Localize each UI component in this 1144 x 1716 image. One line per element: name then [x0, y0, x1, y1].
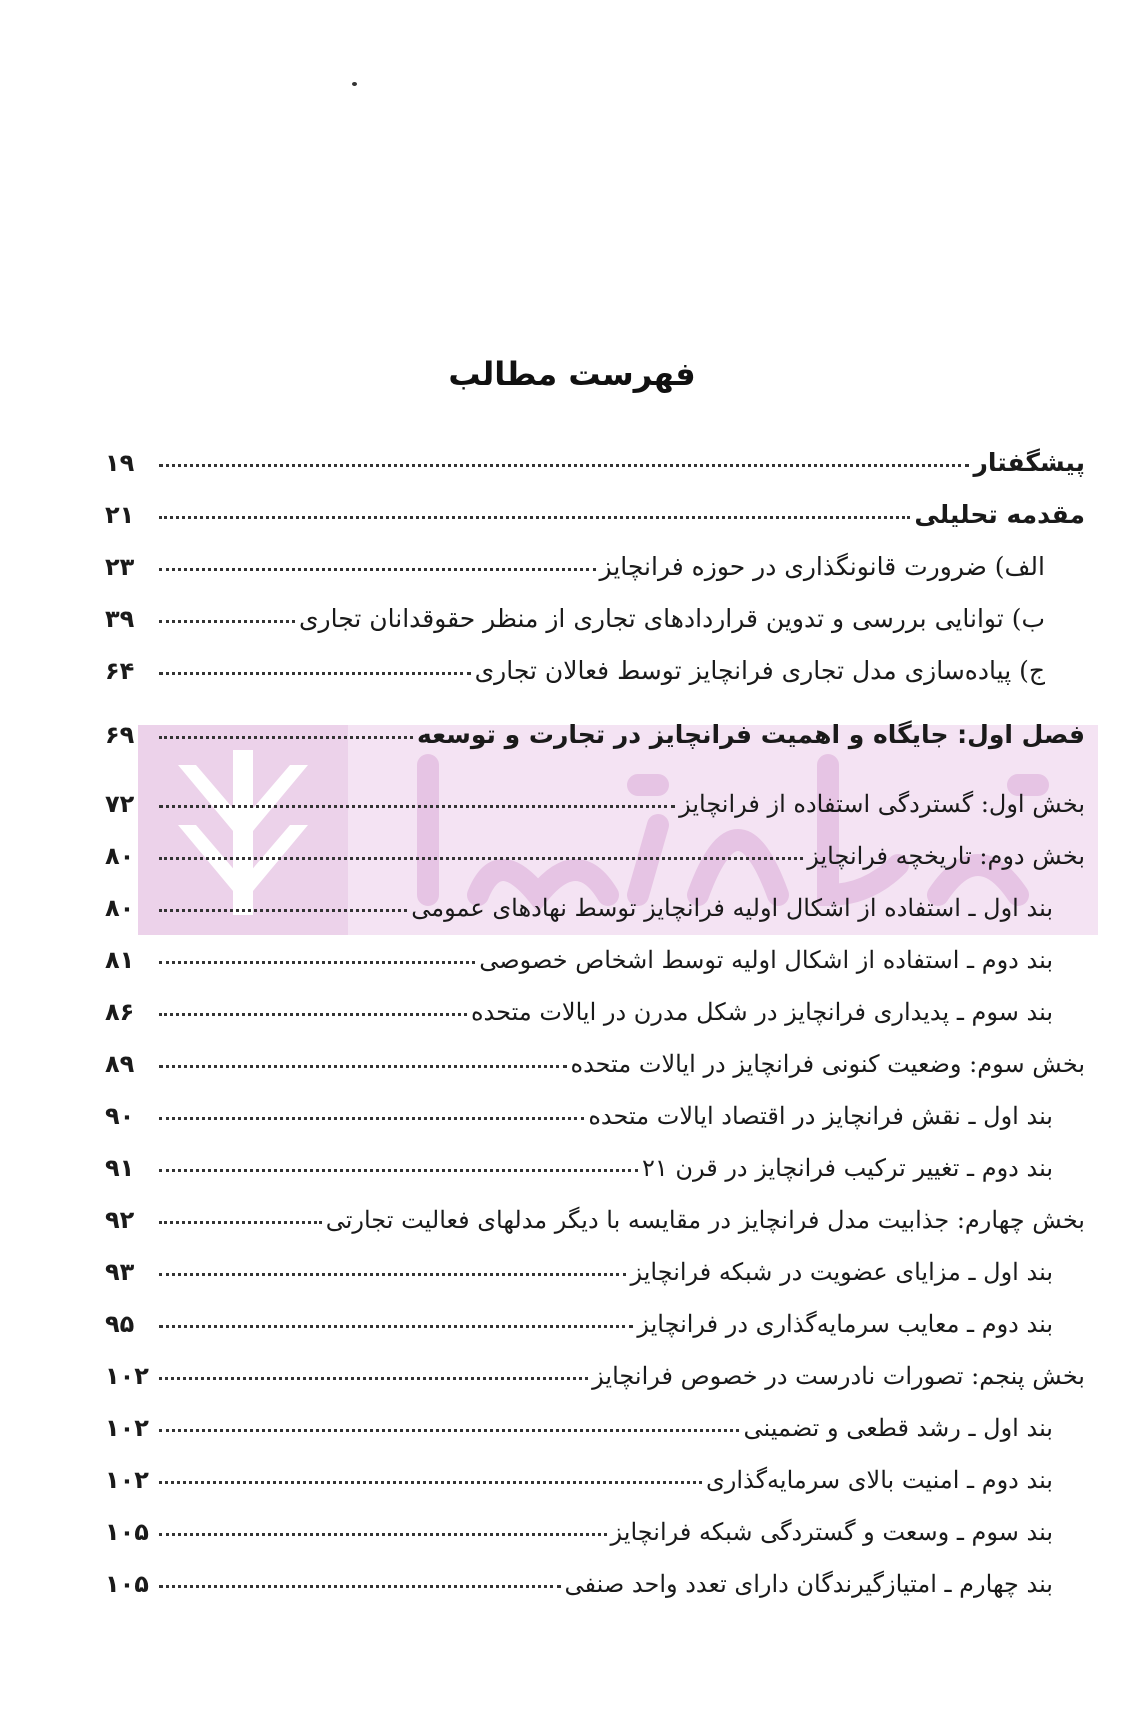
toc-entry[interactable] [105, 656, 1085, 708]
toc-entry-page: ۹۳ [105, 1258, 135, 1286]
toc-entry[interactable] [105, 998, 1085, 1050]
dot-leader [159, 672, 471, 675]
toc-entry-label: بند اول ـ رشد قطعی و تضمینی [743, 1414, 1053, 1442]
table-of-contents [105, 448, 1085, 1622]
toc-entry[interactable] [105, 1518, 1085, 1570]
toc-entry[interactable] [105, 500, 1085, 552]
toc-entry[interactable] [105, 1206, 1085, 1258]
toc-entry-page: ۹۲ [105, 1206, 135, 1234]
page-title: فهرست مطالب [448, 355, 696, 393]
toc-entry-label: الف) ضرورت قانونگذاری در حوزه فرانچایز [599, 552, 1045, 581]
toc-entry-page: ۸۰ [105, 894, 135, 922]
dot-leader [159, 1533, 607, 1536]
dot-leader [159, 1377, 588, 1380]
dot-leader [159, 1481, 702, 1484]
toc-entry-label: بند چهارم ـ امتیازگیرندگان دارای تعدد واحد صنفی [564, 1570, 1053, 1598]
toc-entry-label: بند دوم ـ امنیت بالای سرمایه‌گذاری [705, 1466, 1053, 1494]
dot-leader [159, 620, 295, 623]
toc-entry-label: بخش چهارم: جذابیت مدل فرانچایز در مقایسه با دیگر مدلهای فعالیت تجارتی [325, 1206, 1085, 1234]
dot-leader [159, 568, 596, 571]
dot-leader [159, 1169, 638, 1172]
toc-entry-page: ۶۹ [105, 721, 135, 749]
toc-entry[interactable] [105, 1362, 1085, 1414]
toc-entry-label: بند سوم ـ وسعت و گستردگی شبکه فرانچایز [610, 1518, 1053, 1546]
toc-entry-page: ۱۰۵ [105, 1518, 149, 1546]
dot-leader [159, 516, 910, 519]
toc-entry[interactable] [105, 894, 1085, 946]
dot-leader [159, 857, 803, 860]
toc-entry-label: پیشگفتار [973, 448, 1085, 477]
toc-entry-page: ۹۱ [105, 1154, 135, 1182]
dot-leader [159, 736, 413, 739]
toc-entry-label: بخش دوم: تاریخچه فرانچایز [807, 842, 1085, 870]
toc-entry-label: بند سوم ـ پدیداری فرانچایز در شکل مدرن در ایالات متحده [470, 998, 1053, 1026]
toc-entry-page: ۸۱ [105, 946, 135, 974]
dot-leader [159, 909, 407, 912]
toc-entry[interactable] [105, 448, 1085, 500]
dot-leader [159, 464, 969, 467]
toc-entry-page: ۹۰ [105, 1102, 135, 1130]
toc-entry-label: بند اول ـ استفاده از اشکال اولیه فرانچایز توسط نهادهای عمومی [411, 894, 1053, 922]
toc-entry-label: بخش اول: گستردگی استفاده از فرانچایز [679, 790, 1085, 818]
toc-entry[interactable] [105, 946, 1085, 998]
toc-entry-label: ب) توانایی بررسی و تدوین قراردادهای تجاری از منظر حقوقدانان تجاری [298, 604, 1045, 633]
toc-entry-page: ۱۰۲ [105, 1414, 149, 1442]
toc-entry-page: ۸۶ [105, 998, 135, 1026]
toc-entry-label: بند دوم ـ استفاده از اشکال اولیه توسط اشخاص خصوصی [479, 946, 1053, 974]
toc-entry[interactable] [105, 552, 1085, 604]
toc-entry-label: فصل اول: جایگاه و اهمیت فرانچایز در تجارت و توسعه [416, 720, 1085, 749]
toc-entry[interactable] [105, 1258, 1085, 1310]
dot-leader [159, 1429, 739, 1432]
toc-entry[interactable] [105, 790, 1085, 842]
dot-leader [159, 1273, 626, 1276]
toc-entry-label: بخش سوم: وضعیت کنونی فرانچایز در ایالات متحده [570, 1050, 1085, 1078]
toc-entry-page: ۱۰۲ [105, 1466, 149, 1494]
toc-entry-label: ج) پیاده‌سازی مدل تجاری فرانچایز توسط فعالان تجاری [474, 656, 1045, 685]
toc-entry-label: بند دوم ـ تغییر ترکیب فرانچایز در قرن ۲۱ [641, 1154, 1053, 1182]
toc-entry-label: بخش پنجم: تصورات نادرست در خصوص فرانچایز [592, 1362, 1085, 1390]
toc-entry-label: مقدمه تحلیلی [914, 500, 1085, 529]
toc-entry-page: ۷۲ [105, 790, 135, 818]
toc-entry[interactable] [105, 1154, 1085, 1206]
dot-leader [159, 1013, 467, 1016]
dot-leader [159, 1065, 567, 1068]
dot-leader [159, 961, 475, 964]
print-speck [352, 82, 357, 86]
toc-entry[interactable] [105, 1310, 1085, 1362]
dot-leader [159, 1117, 584, 1120]
dot-leader [159, 805, 675, 808]
toc-entry-label: بند دوم ـ معایب سرمایه‌گذاری در فرانچایز [637, 1310, 1053, 1338]
toc-entry-label: بند اول ـ نقش فرانچایز در اقتصاد ایالات متحده [588, 1102, 1053, 1130]
dot-leader [159, 1585, 561, 1588]
toc-entry[interactable] [105, 1466, 1085, 1518]
toc-entry-page: ۲۱ [105, 501, 135, 529]
toc-entry[interactable] [105, 720, 1085, 772]
toc-entry[interactable] [105, 842, 1085, 894]
toc-entry[interactable] [105, 604, 1085, 656]
toc-entry[interactable] [105, 1570, 1085, 1622]
toc-entry-page: ۶۴ [105, 657, 135, 685]
dot-leader [159, 1325, 633, 1328]
toc-entry[interactable] [105, 1050, 1085, 1102]
toc-entry[interactable] [105, 1102, 1085, 1154]
toc-entry-page: ۱۹ [105, 449, 135, 477]
toc-entry-page: ۳۹ [105, 605, 135, 633]
toc-entry-page: ۱۰۵ [105, 1570, 149, 1598]
dot-leader [159, 1221, 322, 1224]
toc-entry-page: ۱۰۲ [105, 1362, 149, 1390]
toc-entry-page: ۸۹ [105, 1050, 135, 1078]
toc-entry-page: ۹۵ [105, 1310, 135, 1338]
toc-entry-page: ۸۰ [105, 842, 135, 870]
toc-entry-page: ۲۳ [105, 553, 135, 581]
toc-entry-label: بند اول ـ مزایای عضویت در شبکه فرانچایز [630, 1258, 1053, 1286]
toc-entry[interactable] [105, 1414, 1085, 1466]
